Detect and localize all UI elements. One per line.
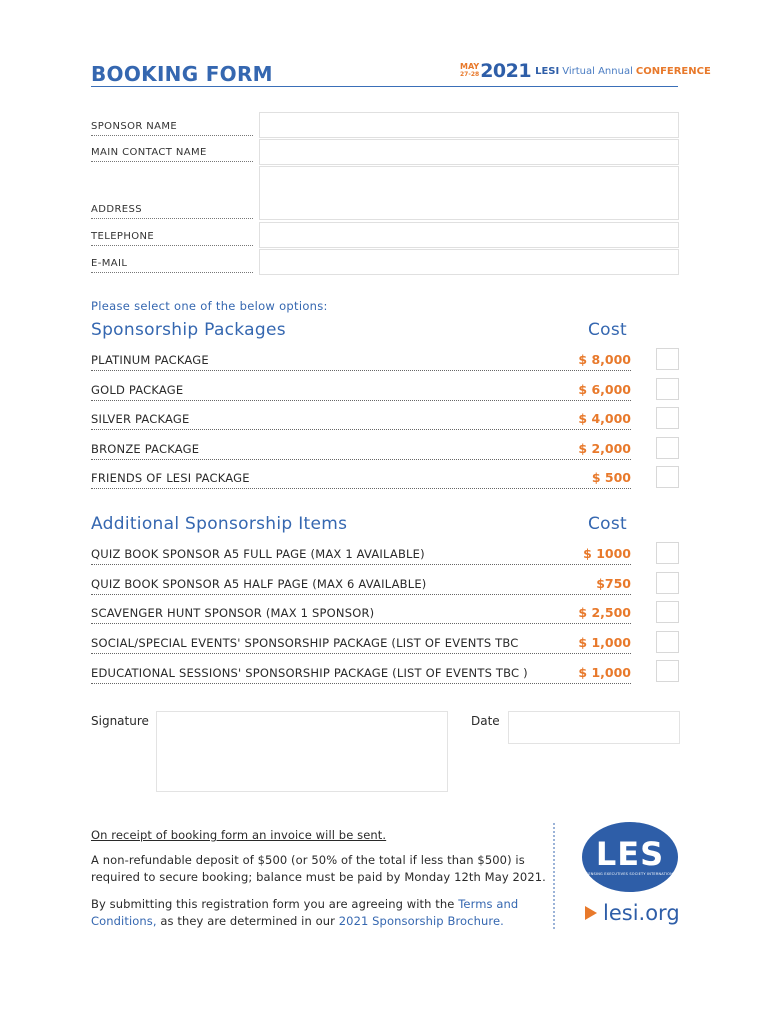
- logo-virtual-annual: Virtual Annual: [562, 65, 633, 77]
- lesi-url-text: lesi.org: [603, 901, 680, 925]
- logo-date: [460, 63, 479, 79]
- social-events-checkbox[interactable]: [656, 631, 679, 653]
- additional-row: [91, 572, 631, 595]
- vertical-divider: [553, 823, 555, 929]
- package-price: $ 2,000: [578, 441, 631, 456]
- address-label: ADDRESS: [91, 204, 253, 219]
- package-label: GOLD PACKAGE: [91, 383, 184, 397]
- logo-year: 2021: [480, 60, 532, 82]
- signature-label: Signature: [91, 714, 149, 728]
- conference-logo: [460, 58, 711, 84]
- terms-middle: as they are determined in our: [160, 914, 335, 928]
- educational-checkbox[interactable]: [656, 660, 679, 682]
- additional-price: $ 1,000: [578, 665, 631, 680]
- select-prompt: Please select one of the below options:: [91, 299, 328, 313]
- additional-row: [91, 542, 631, 565]
- main-contact-label: MAIN CONTACT NAME: [91, 147, 253, 162]
- packages-cost-heading: Cost: [588, 320, 627, 340]
- logo-org: LESI: [535, 65, 560, 77]
- scavenger-checkbox[interactable]: [656, 601, 679, 623]
- les-logo-subtitle: LICENSING EXECUTIVES SOCIETY INTERNATIONAL: [582, 872, 678, 876]
- package-row: [91, 407, 631, 430]
- terms-note: [91, 896, 546, 930]
- package-label: BRONZE PACKAGE: [91, 442, 200, 456]
- package-label: SILVER PACKAGE: [91, 412, 190, 426]
- package-label: PLATINUM PACKAGE: [91, 353, 209, 367]
- quiz-half-checkbox[interactable]: [656, 572, 679, 594]
- logo-dates: 27-28: [460, 71, 480, 78]
- silver-checkbox[interactable]: [656, 407, 679, 429]
- logo-month: MAY: [460, 62, 480, 71]
- package-price: $ 500: [591, 470, 631, 485]
- package-price: $ 6,000: [578, 382, 631, 397]
- deposit-note: A non-refundable deposit of $500 (or 50% of the total if less than $500) is required to secure booking; balance must be paid by Monday 12th May 2021.: [91, 853, 546, 884]
- additional-price: $ 2,500: [578, 605, 631, 620]
- package-price: $ 4,000: [578, 411, 631, 426]
- email-label: E-MAIL: [91, 258, 253, 273]
- les-logo-text: LES: [595, 835, 665, 873]
- additional-label: SCAVENGER HUNT SPONSOR (MAX 1 SPONSOR): [91, 606, 375, 620]
- form-title: BOOKING FORM: [91, 62, 273, 86]
- date-field[interactable]: [508, 711, 680, 744]
- additional-label: EDUCATIONAL SESSIONS' SPONSORSHIP PACKAGE (LIST OF EVENTS TBC ): [91, 666, 528, 680]
- additional-row: [91, 601, 631, 624]
- logo-conference: CONFERENCE: [635, 65, 711, 77]
- additional-label: QUIZ BOOK SPONSOR A5 HALF PAGE (MAX 6 AVAILABLE): [91, 577, 427, 591]
- package-row: [91, 378, 631, 401]
- package-label: FRIENDS OF LESI PACKAGE: [91, 471, 250, 485]
- main-contact-field[interactable]: [259, 139, 679, 165]
- package-price: $ 8,000: [578, 352, 631, 367]
- date-label: Date: [471, 714, 500, 728]
- sponsor-name-label: SPONSOR NAME: [91, 121, 253, 136]
- additional-heading: Additional Sponsorship Items: [91, 514, 348, 534]
- telephone-field[interactable]: [259, 222, 679, 248]
- additional-label: QUIZ BOOK SPONSOR A5 FULL PAGE (MAX 1 AVAILABLE): [91, 547, 425, 561]
- friends-checkbox[interactable]: [656, 466, 679, 488]
- additional-label: SOCIAL/SPECIAL EVENTS' SPONSORSHIP PACKAGE (LIST OF EVENTS TBC: [91, 636, 519, 650]
- email-field[interactable]: [259, 249, 679, 275]
- package-row: [91, 348, 631, 371]
- header-divider: [91, 86, 678, 87]
- additional-price: $750: [596, 576, 631, 591]
- signature-field[interactable]: [156, 711, 448, 792]
- package-row: [91, 437, 631, 460]
- additional-cost-heading: Cost: [588, 514, 627, 534]
- sponsor-name-field[interactable]: [259, 112, 679, 138]
- platinum-checkbox[interactable]: [656, 348, 679, 370]
- additional-row: [91, 631, 631, 654]
- invoice-note: On receipt of booking form an invoice will be sent.: [91, 828, 387, 842]
- package-row: [91, 466, 631, 489]
- packages-heading: Sponsorship Packages: [91, 320, 286, 340]
- telephone-label: TELEPHONE: [91, 231, 253, 246]
- additional-price: $ 1000: [583, 546, 631, 561]
- address-field[interactable]: [259, 166, 679, 220]
- brochure-link[interactable]: 2021 Sponsorship Brochure.: [338, 914, 504, 928]
- play-icon: [585, 906, 597, 920]
- quiz-full-checkbox[interactable]: [656, 542, 679, 564]
- terms-prefix: By submitting this registration form you are agreeing with the: [91, 897, 455, 911]
- lesi-link[interactable]: [585, 901, 680, 925]
- additional-row: [91, 661, 631, 684]
- additional-price: $ 1,000: [578, 635, 631, 650]
- gold-checkbox[interactable]: [656, 378, 679, 400]
- les-logo: [582, 822, 678, 892]
- bronze-checkbox[interactable]: [656, 437, 679, 459]
- terms-link[interactable]: Terms and Conditions,: [91, 897, 519, 928]
